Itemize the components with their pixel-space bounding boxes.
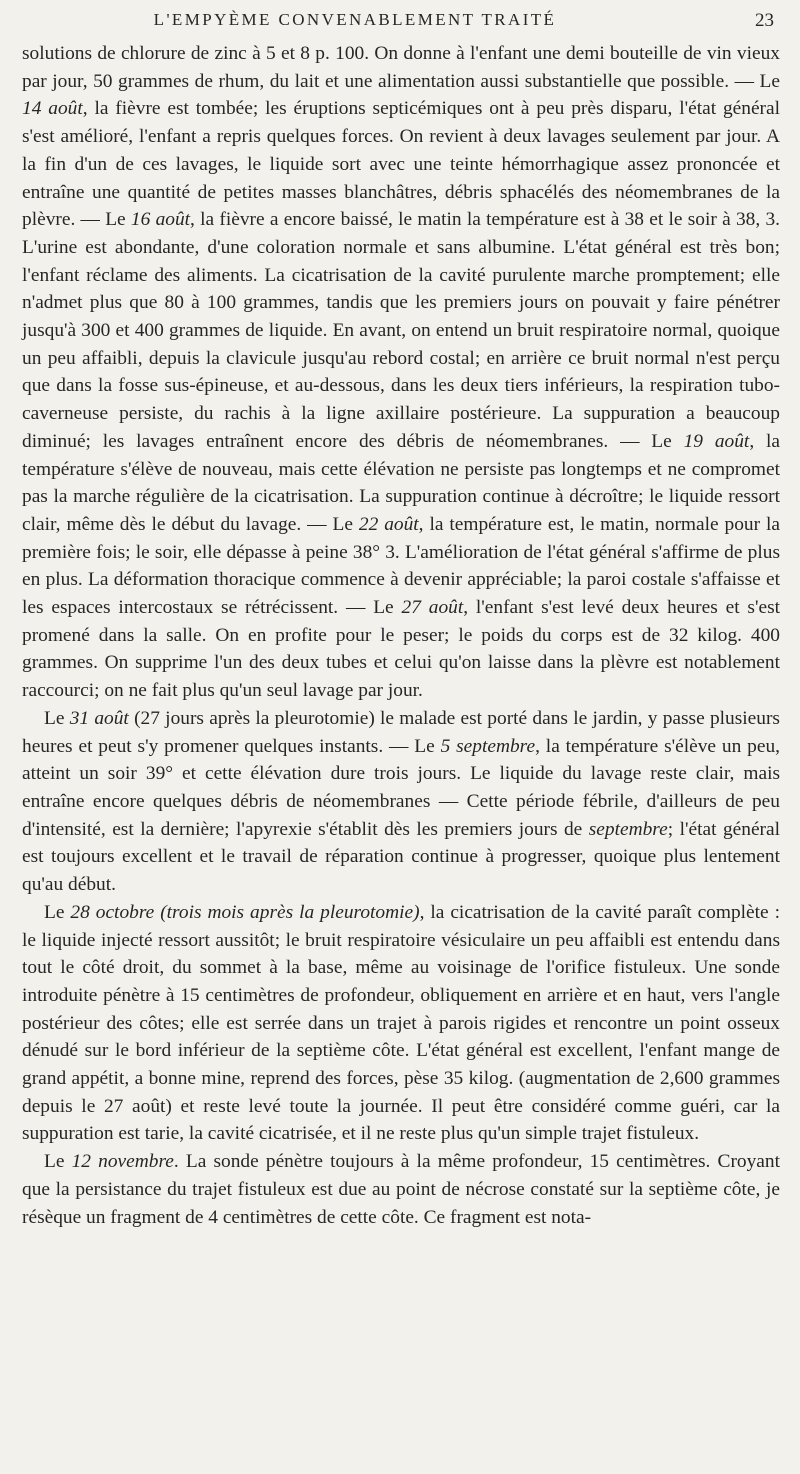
date-emphasis: 28 octobre (trois mois après la pleurotomie): [70, 901, 420, 923]
page-header: [0, 10, 800, 38]
running-title: L'EMPYÈME CONVENABLEMENT TRAITÉ: [153, 10, 557, 29]
date-emphasis: 31 août: [69, 707, 129, 729]
date-emphasis: 14 août: [22, 98, 83, 120]
date-emphasis: 19 août: [683, 430, 750, 452]
date-emphasis: 16 août: [130, 209, 191, 231]
paragraph: [22, 899, 780, 1148]
text-run: . La sonde pénètre toujours à la même profondeur, 15 centimètres. Croyant que la persistance du trajet fistuleux est due au point de nécrose constaté sur la septième côte, je résèque un fragment de 4 centimètres de cette côte. Ce fragment est nota-: [22, 1151, 780, 1228]
body-text: [22, 40, 780, 1231]
text-run: , la fièvre est tombée; les éruptions septicémiques ont à peu près disparu, l'état général s'est amélioré, l'enfant a repris quelques forces. On revient à deux lavages seulement par jour. A la fin d'un de ces lavages, le liquide sort avec une teinte hémorrhagique assez prononcée et entraîne une quantité de petites masses blanchâtres, débris sphacélés des néomembranes de la plèvre. — Le: [22, 98, 780, 231]
date-emphasis: 5 septembre: [440, 735, 536, 757]
text-run: , la température est, le matin, normale pour la première fois; le soir, elle dépasse à peine 38° 3. L'amélioration de l'état général s'affirme de plus en plus. La déformation thoracique commence à devenir appréciable; la paroi costale s'affaisse et les espaces intercostaux se rétrécissent. — Le: [22, 513, 780, 619]
text-run: Le: [44, 707, 70, 729]
paragraph: [22, 40, 780, 705]
text-run: Le: [44, 1151, 72, 1173]
date-emphasis: 12 novembre: [71, 1151, 174, 1173]
date-emphasis: 22 août: [358, 513, 419, 535]
text-run: Le: [44, 901, 71, 923]
paragraph: [22, 1148, 780, 1231]
text-run: solutions de chlorure de zinc à 5 et 8 p. 100. On donne à l'enfant une demi bouteille de vin vieux par jour, 50 grammes de rhum, du lait et une alimentation aussi substantielle que possible. — Le: [22, 43, 780, 92]
date-emphasis: septembre: [588, 818, 668, 840]
date-emphasis: 27 août: [401, 597, 464, 619]
text-run: , l'enfant s'est levé deux heures et s'est promené dans la salle. On en profite pour le peser; le poids du corps est de 32 kilog. 400 grammes. On supprime l'un des deux tubes et celui qu'on laisse dans la plèvre est notablement raccourci; on ne fait plus qu'un seul lavage par jour.: [22, 597, 780, 702]
text-run: , la température s'élève de nouveau, mais cette élévation ne persiste pas longtemps et ne compromet pas la marche régulière de la cicatrisation. La suppuration continue à décroître; le liquide ressort clair, même dès le début du lavage. — Le: [22, 430, 780, 535]
text-run: , la température s'élève un peu, atteint un soir 39° et cette élévation dure trois jours. Le liquide du lavage reste clair, mais entraîne encore quelques débris de néomembranes — Cette période fébrile, d'ailleurs de peu d'intensité, est la dernière; l'apyrexie s'établit dès les premiers jours de: [22, 735, 780, 840]
text-run: ; l'état général est toujours excellent et le travail de réparation continue à progresser, quoique plus lentement qu'au début.: [22, 818, 780, 896]
text-run: , la cicatrisation de la cavité paraît complète : le liquide injecté ressort aussitôt; le bruit respiratoire vésiculaire un peu affaibli est entendu dans tout le côté droit, du sommet à la base, même au voisinage de l'orifice fistuleux. Une sonde introduite pénètre à 15 centimètres de profondeur, obliquement en arrière et en haut, vers l'angle postérieur des côtes; elle est serrée dans un trajet à parois rigides et rencontre un point osseux dénudé sur le bord inférieur de la septième côte. L'état général est excellent, l'enfant mange de grand appétit, a bonne mine, reprend des forces, pèse 35 kilog. (augmentation de 2,600 grammes depuis le 27 août) et reste levé toute la journée. Il peut être considéré comme guéri, car la suppuration est tarie, la cavité cicatrisée, et il ne reste plus qu'un simple trajet fistuleux.: [22, 901, 780, 1145]
paragraph: [22, 705, 780, 899]
text-run: (27 jours après la pleurotomie) le malade est porté dans le jardin, y passe plusieurs heures et peut s'y promener quelques instants. — Le: [22, 707, 780, 757]
page-number: 23: [755, 10, 774, 31]
text-run: , la fièvre a encore baissé, le matin la température est à 38 et le soir à 38, 3. L'urine est abondante, d'une coloration normale et sans albumine. L'état général est très bon; l'enfant réclame des aliments. La cicatrisation de la cavité purulente marche promptement; elle n'admet plus que 80 à 100 grammes, tandis que les premiers jours on pouvait y faire pénétrer jusqu'à 300 et 400 grammes de liquide. En avant, on entend un bruit respiratoire normal, quoique un peu affaibli, depuis la clavicule jusqu'au rebord costal; en arrière ce bruit normal n'est perçu que dans la fosse sus-épineuse, et au-dessous, dans les deux tiers inférieurs, la respiration tubo-caverneuse persiste, du rachis à la ligne axillaire postérieure. La suppuration a beaucoup diminué; les lavages entraînent encore des débris de néomembranes. — Le: [22, 209, 780, 452]
